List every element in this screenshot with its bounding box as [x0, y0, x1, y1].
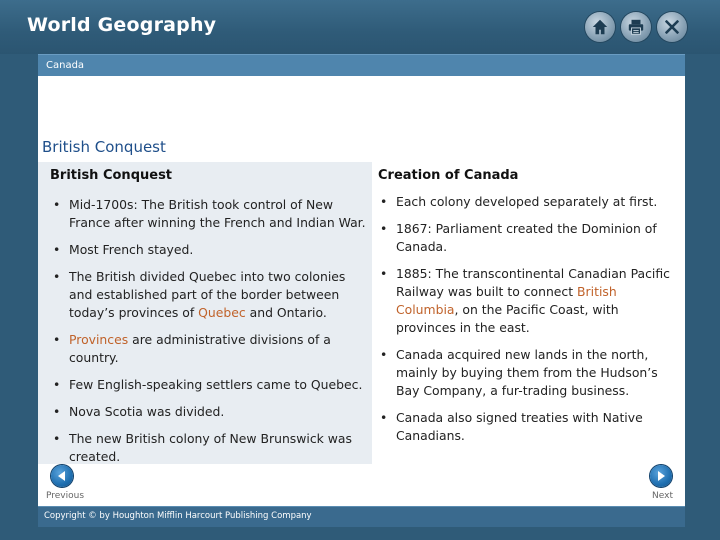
breadcrumb: Canada [46, 60, 85, 71]
close-icon [663, 18, 681, 36]
list-item: • 1867: Parliament created the Dominion of Canada. [375, 220, 680, 256]
list-item: • Few English-speaking settlers came to Quebec. [48, 376, 366, 394]
list-item: • Nova Scotia was divided. [48, 403, 366, 421]
previous-button[interactable] [51, 465, 73, 487]
previous-label[interactable]: Previous [46, 491, 85, 501]
close-button[interactable] [657, 12, 687, 42]
left-column-heading: British Conquest [50, 168, 173, 183]
next-button[interactable] [650, 465, 672, 487]
quebec-link[interactable]: Quebec [198, 305, 246, 320]
british-columbia-link[interactable]: British Columbia [396, 284, 617, 317]
provinces-link[interactable]: Provinces [69, 332, 129, 347]
top-bar [0, 0, 720, 54]
print-button[interactable] [621, 12, 651, 42]
home-icon [591, 18, 609, 36]
right-bullet-list [375, 193, 680, 454]
list-item: • Most French stayed. [48, 241, 366, 259]
list-item: • The British divided Quebec into two colonies and established part of the border between today’s provinces of Quebec and Ontario. [48, 268, 366, 322]
list-item: • 1885: The transcontinental Canadian Pacific Railway was built to connect British Columbia, on the Pacific Coast, with provinces in the east. [375, 265, 680, 337]
list-item: • Canada acquired new lands in the north, mainly by buying them from the Hudson’s Bay Company, a fur-trading business. [375, 346, 680, 400]
right-arrow-icon [650, 465, 672, 487]
content-panel [38, 76, 685, 506]
left-arrow-icon [51, 465, 73, 487]
left-bullet-list [48, 196, 366, 475]
copyright-text: Copyright © by Houghton Mifflin Harcourt Publishing Company [44, 511, 312, 521]
list-item: • Each colony developed separately at first. [375, 193, 680, 211]
home-button[interactable] [585, 12, 615, 42]
footer [38, 506, 685, 527]
breadcrumb-bar [38, 54, 685, 77]
printer-icon [627, 18, 645, 36]
left-column [38, 162, 372, 464]
list-item: • Canada also signed treaties with Native Canadians. [375, 409, 680, 445]
list-item: • Provinces are administrative divisions of a country. [48, 331, 366, 367]
app-title: World Geography [27, 14, 217, 36]
list-item: • The new British colony of New Brunswick was created. [48, 430, 366, 466]
section-title: British Conquest [42, 138, 166, 156]
next-label[interactable]: Next [652, 491, 673, 501]
right-column-heading: Creation of Canada [378, 168, 519, 183]
list-item: • Mid-1700s: The British took control of New France after winning the French and Indian War. [48, 196, 366, 232]
